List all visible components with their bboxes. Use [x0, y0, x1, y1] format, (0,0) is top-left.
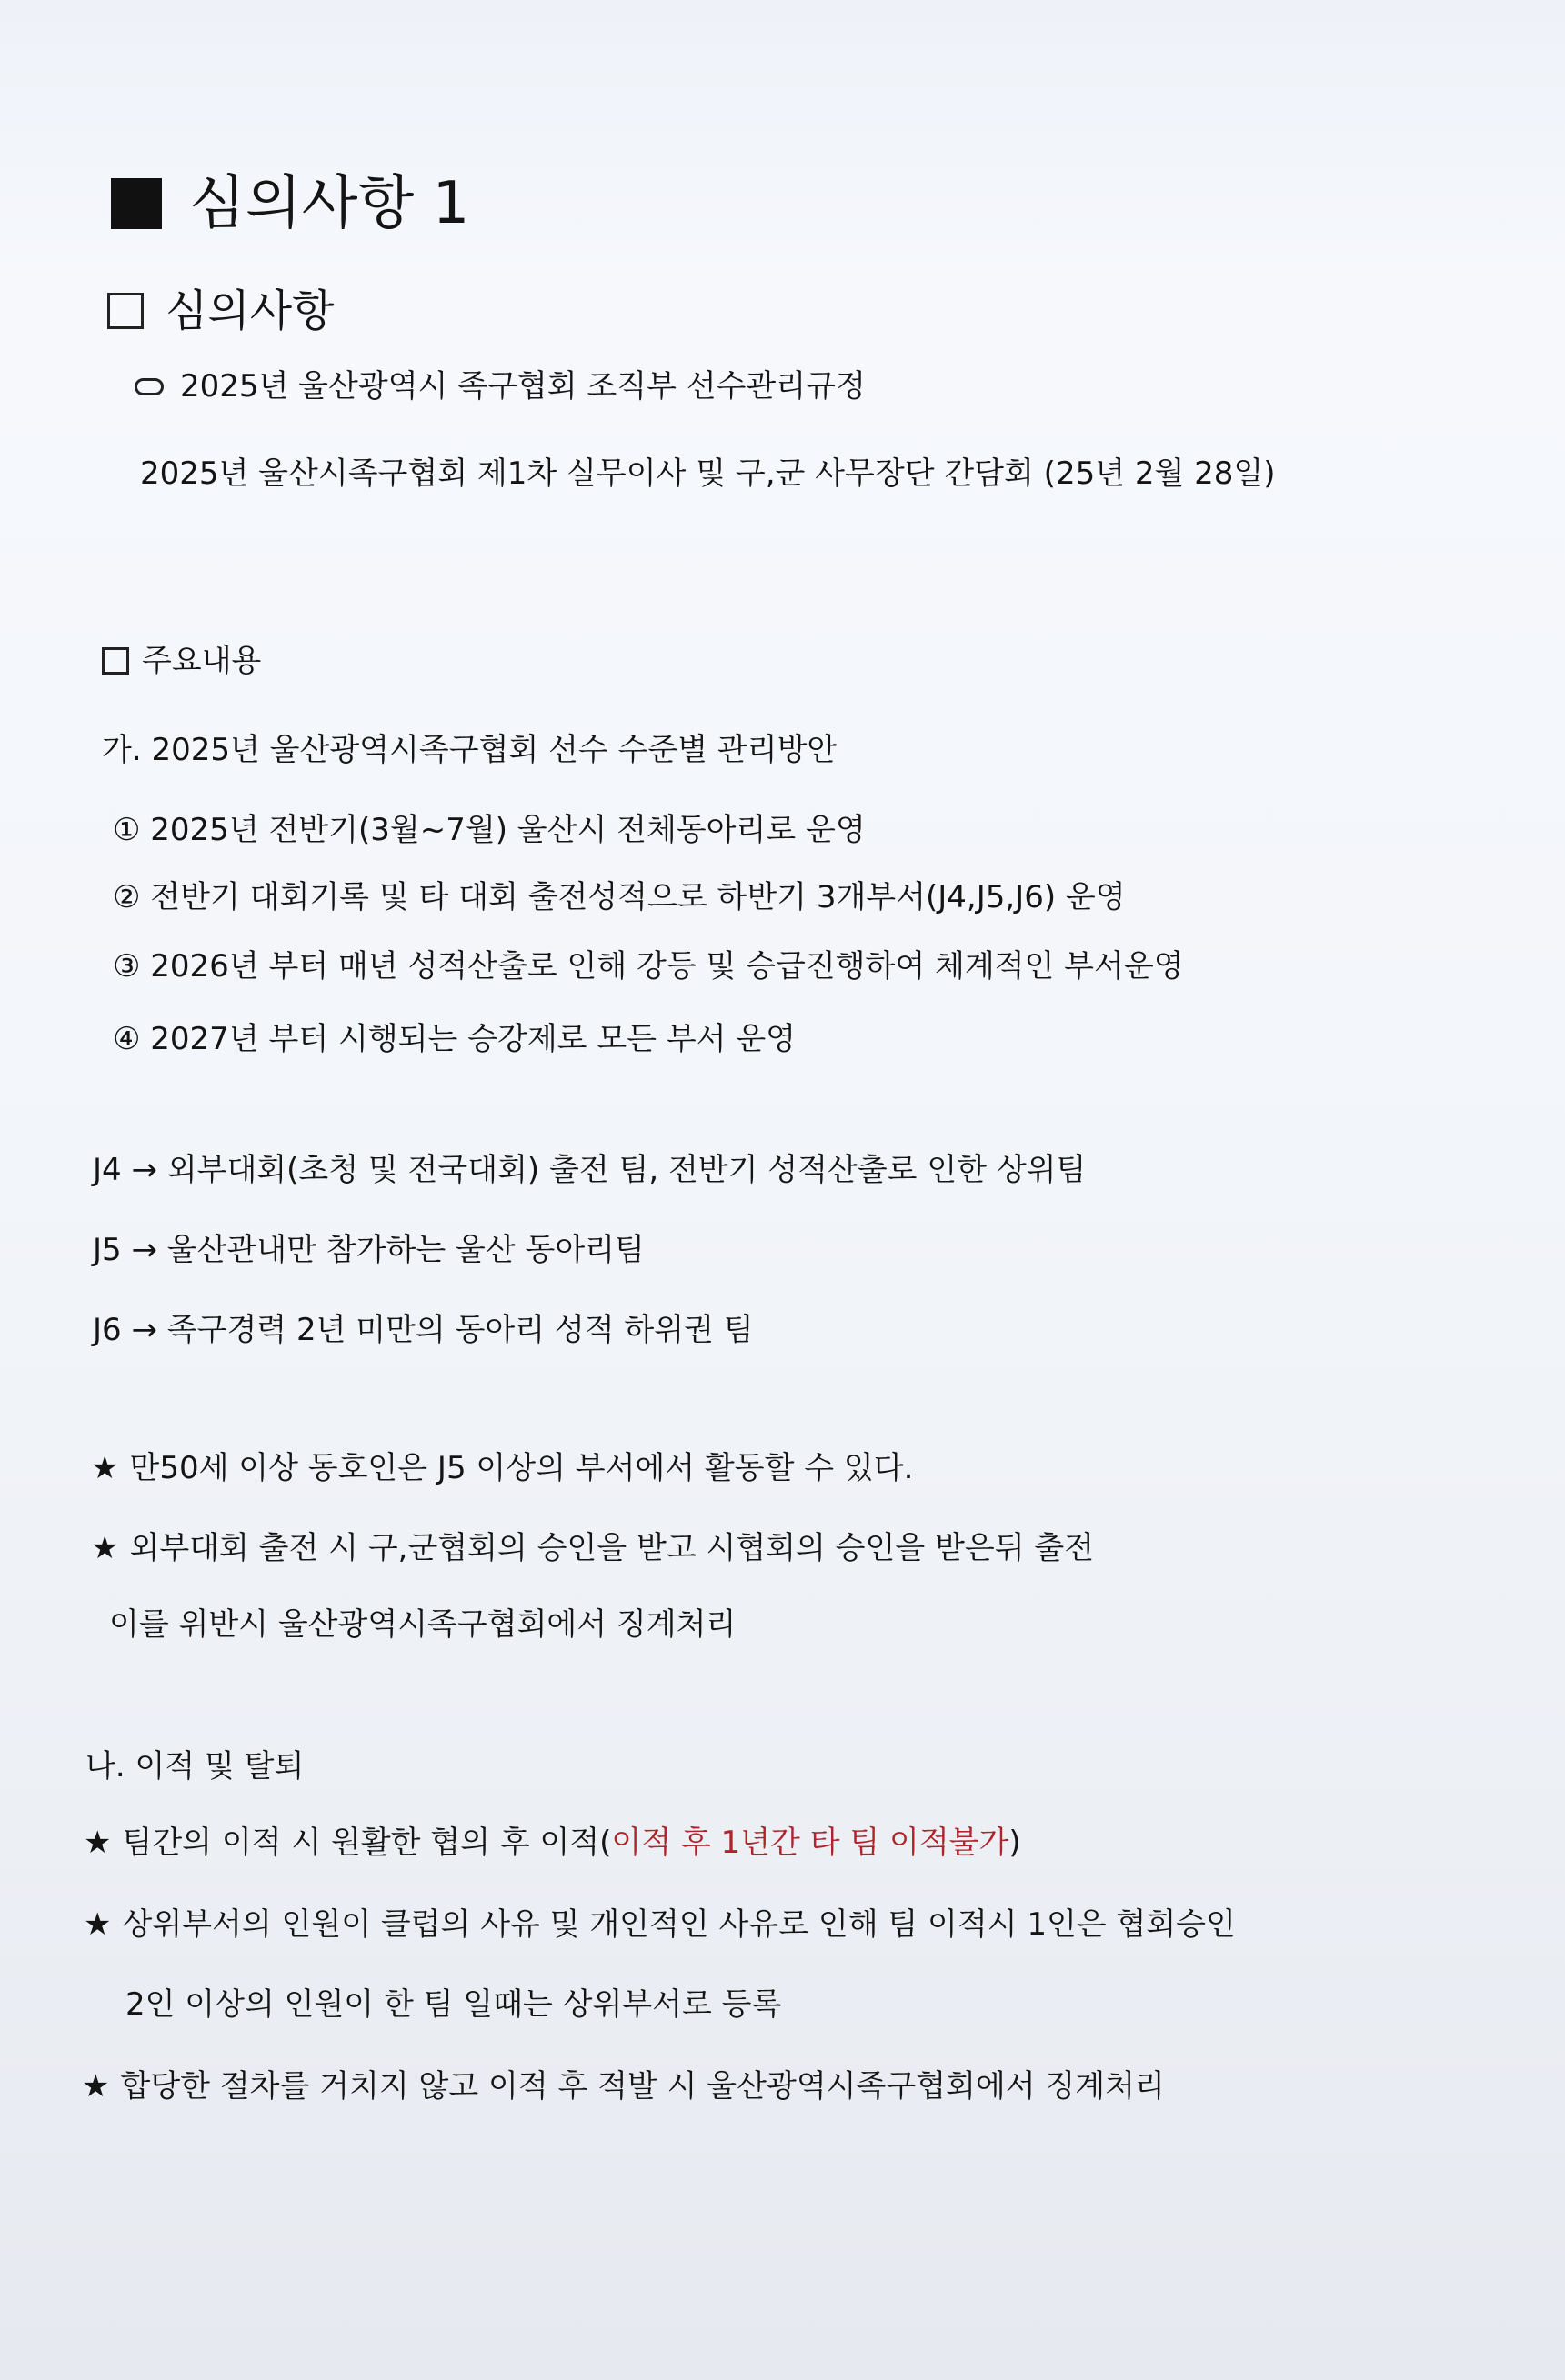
note-text: 만50세 이상 동호인은 J5 이상의 부서에서 활동할 수 있다. — [129, 1450, 914, 1486]
star-icon: ★ — [91, 1450, 119, 1486]
transfer-restriction: 이적 후 1년간 타 팀 이적불가 — [611, 1825, 1009, 1861]
star-icon: ★ — [91, 1530, 119, 1566]
upper-division-continuation: 2인 이상의 인원이 한 팀 일때는 상위부서로 등록 — [125, 1986, 782, 2023]
empty-square-icon — [102, 647, 129, 675]
regulation-text: 2025년 울산광역시 족구협회 조직부 선수관리규정 — [180, 368, 866, 405]
part-b-heading: 나. 이적 및 탈퇴 — [85, 1748, 305, 1785]
main-heading-text: 주요내용 — [142, 643, 262, 679]
star-icon: ★ — [82, 2068, 110, 2105]
part-a-heading: 가. 2025년 울산광역시족구협회 선수 수준별 관리방안 — [102, 732, 838, 768]
discipline-text: 합당한 절차를 거치지 않고 이적 후 적발 시 울산광역시족구협회에서 징계처리 — [120, 2068, 1165, 2105]
upper-division-rule — [84, 1906, 1236, 1943]
empty-square-icon — [107, 293, 144, 329]
transfer-prefix: 팀간의 이적 시 원활한 협의 후 이적( — [122, 1825, 612, 1861]
meeting-line: 2025년 울산시족구협회 제1차 실무이사 및 구,군 사무장단 간담회 (25년 2월 28일) — [140, 455, 1276, 492]
note-continuation: 이를 위반시 울산광역시족구협회에서 징계처리 — [109, 1606, 737, 1643]
document-title — [111, 170, 470, 237]
filled-square-icon — [111, 178, 162, 229]
transfer-rule — [84, 1825, 1021, 1861]
title-text: 심의사항 1 — [189, 170, 470, 237]
list-item: ③ 2026년 부터 매년 성적산출로 인해 강등 및 승급진행하여 체계적인 부서운영 — [113, 948, 1184, 985]
regulation-item — [135, 368, 866, 405]
star-icon: ★ — [84, 1906, 112, 1943]
note-age — [91, 1450, 914, 1486]
star-icon: ★ — [84, 1825, 112, 1861]
discipline-rule — [82, 2068, 1165, 2105]
oval-bullet-icon — [135, 378, 164, 395]
upper-division-text: 상위부서의 인원이 클럽의 사유 및 개인적인 사유로 인해 팀 이적시 1인은 협회승인 — [122, 1906, 1236, 1943]
section-heading — [107, 285, 335, 336]
division-j4: J4 → 외부대회(초청 및 전국대회) 출전 팀, 전반기 성적산출로 인한 상위팀 — [93, 1152, 1087, 1188]
list-item: ① 2025년 전반기(3월~7월) 울산시 전체동아리로 운영 — [113, 812, 866, 848]
list-item: ④ 2027년 부터 시행되는 승강제로 모든 부서 운영 — [113, 1021, 797, 1057]
main-heading — [102, 643, 262, 679]
note-text: 외부대회 출전 시 구,군협회의 승인을 받고 시협회의 승인을 받은뒤 출전 — [129, 1530, 1095, 1566]
list-item: ② 전반기 대회기록 및 타 대회 출전성적으로 하반기 3개부서(J4,J5,J6) 운영 — [113, 879, 1126, 915]
section-heading-text: 심의사항 — [166, 285, 335, 336]
division-j5: J5 → 울산관내만 참가하는 울산 동아리팀 — [93, 1232, 645, 1268]
note-external — [91, 1530, 1095, 1566]
transfer-suffix: ) — [1008, 1825, 1021, 1861]
division-j6: J6 → 족구경력 2년 미만의 동아리 성적 하위권 팀 — [93, 1312, 754, 1348]
